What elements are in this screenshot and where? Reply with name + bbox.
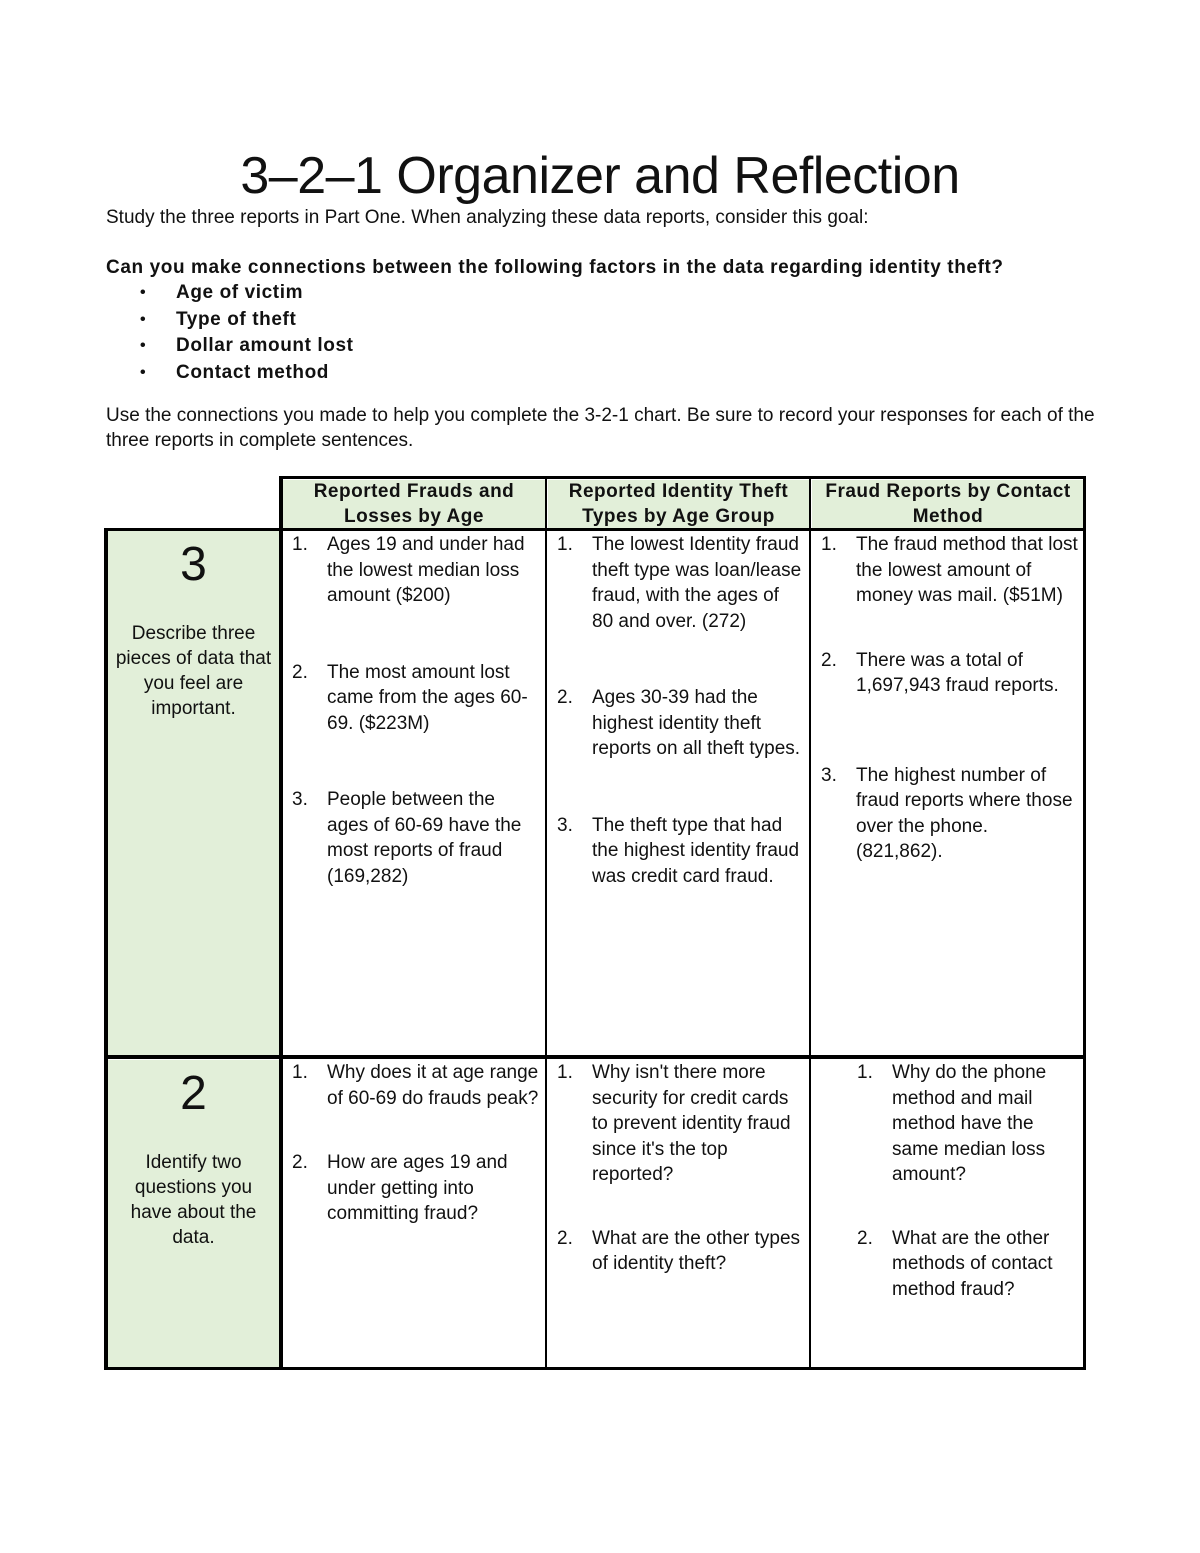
table-border	[104, 1055, 1086, 1059]
factor-item	[140, 360, 354, 387]
factor-item	[140, 280, 354, 307]
row-description: Describe three pieces of data that you feel are important.	[115, 623, 272, 719]
item-text: What are the other methods of contact method fraud?	[892, 1227, 1053, 1300]
list-item	[292, 1150, 540, 1227]
table-border	[1083, 476, 1086, 1370]
item-text: The most amount lost came from the ages 60-69. ($223M)	[327, 661, 528, 734]
list-item	[821, 763, 1079, 865]
column-header-label: Reported Identity Theft Types by Age Group	[568, 481, 789, 527]
instructions-text: Use the connections you made to help you complete the 3-2-1 chart. Be sure to record your responses for each of the three reports in complete sentences.	[106, 405, 1095, 451]
bullet-icon: •	[140, 363, 147, 381]
item-number: 2.	[821, 649, 837, 671]
item-text: Ages 19 and under had the lowest median loss amount ($200)	[327, 534, 525, 606]
list-item	[557, 813, 805, 890]
factor-item	[140, 307, 354, 334]
item-text: Why do the phone method and mail method have the same median loss amount?	[892, 1062, 1047, 1185]
item-number: 2.	[292, 661, 308, 683]
bullet-icon: •	[140, 310, 147, 328]
item-text: Why does it at age range of 60-69 do frauds peak?	[327, 1062, 539, 1109]
factor-label: Dollar amount lost	[176, 335, 354, 356]
intro-text: Study the three reports in Part One. When analyzing these data reports, consider this goal:	[106, 207, 869, 228]
item-number: 3.	[557, 814, 573, 836]
item-number: 2.	[557, 687, 573, 708]
factor-label: Type of theft	[176, 308, 297, 330]
item-number: 2.	[557, 1227, 573, 1249]
item-number: 1.	[557, 1062, 573, 1083]
list-item	[557, 532, 805, 634]
item-text: How are ages 19 and under getting into committing fraud?	[327, 1152, 508, 1224]
list-item	[292, 532, 540, 609]
factor-label: Contact method	[176, 361, 330, 383]
factor-item	[140, 333, 354, 360]
cell-list	[292, 532, 540, 889]
column-header-label: Reported Frauds and Losses by Age	[313, 481, 515, 527]
factor-list	[140, 280, 354, 386]
item-text: The lowest Identity fraud theft type was loan/lease fraud, with the ages of 80 and over. (272)	[592, 534, 802, 632]
table-border	[809, 478, 811, 1368]
item-text: The highest number of fraud reports where those over the phone. (821,862).	[856, 764, 1073, 862]
goal-question: Can you make connections between the following factors in the data regarding identity theft?	[106, 257, 1004, 278]
row-number: 2	[180, 1067, 207, 1120]
item-text: Ages 30-39 had the highest identity theft reports on all theft types.	[592, 687, 801, 759]
item-number: 1.	[292, 1062, 308, 1083]
cell-list	[857, 1060, 1079, 1302]
column-header-label: Fraud Reports by Contact Method	[825, 481, 1071, 527]
item-number: 3.	[821, 764, 837, 786]
list-item	[557, 685, 805, 762]
cell-list	[557, 1060, 805, 1277]
item-text: What are the other types of identity theft?	[592, 1227, 801, 1274]
row-label-three	[108, 531, 279, 1055]
table-border	[279, 476, 283, 1370]
list-item	[821, 648, 1079, 699]
cell-list	[557, 532, 805, 889]
cell-list	[292, 1060, 540, 1227]
column-header	[548, 480, 809, 528]
list-item	[557, 1226, 805, 1277]
list-item	[557, 1060, 805, 1188]
factor-label: Age of victim	[176, 282, 304, 303]
item-number: 3.	[292, 789, 308, 810]
column-header	[283, 480, 545, 528]
column-header	[812, 480, 1084, 528]
table-border	[545, 478, 547, 1368]
item-number: 1.	[821, 534, 837, 555]
list-item	[821, 532, 1079, 609]
item-number: 1.	[557, 534, 573, 555]
table-border	[104, 528, 1086, 531]
item-number: 1.	[857, 1062, 873, 1083]
row-number: 3	[180, 538, 207, 591]
item-number: 2.	[292, 1152, 308, 1173]
list-item	[857, 1226, 1079, 1303]
list-item	[292, 1060, 540, 1111]
bullet-icon: •	[140, 337, 147, 354]
list-item	[292, 660, 540, 737]
list-item	[292, 787, 540, 889]
item-text: Why isn't there more security for credit cards to prevent identity fraud since it's the top reported?	[592, 1062, 791, 1185]
item-text: People between the ages of 60-69 have the most reports of fraud (169,282)	[327, 789, 522, 887]
cell-list	[821, 532, 1079, 865]
row-label-two	[108, 1060, 279, 1367]
item-number: 1.	[292, 534, 308, 555]
list-item	[857, 1060, 1079, 1188]
row-description: Identify two questions you have about the data.	[130, 1152, 257, 1248]
page-title: 3–2–1 Organizer and Reflection	[240, 147, 960, 205]
item-text: There was a total of 1,697,943 fraud reports.	[856, 649, 1059, 696]
item-text: The fraud method that lost the lowest amount of money was mail. ($51M)	[856, 534, 1078, 606]
item-text: The theft type that had the highest identity fraud was credit card fraud.	[592, 814, 800, 887]
table-border	[280, 476, 1086, 479]
table-border	[104, 528, 108, 1370]
table-border	[104, 1367, 1086, 1370]
item-number: 2.	[857, 1227, 873, 1249]
bullet-icon: •	[140, 284, 147, 301]
